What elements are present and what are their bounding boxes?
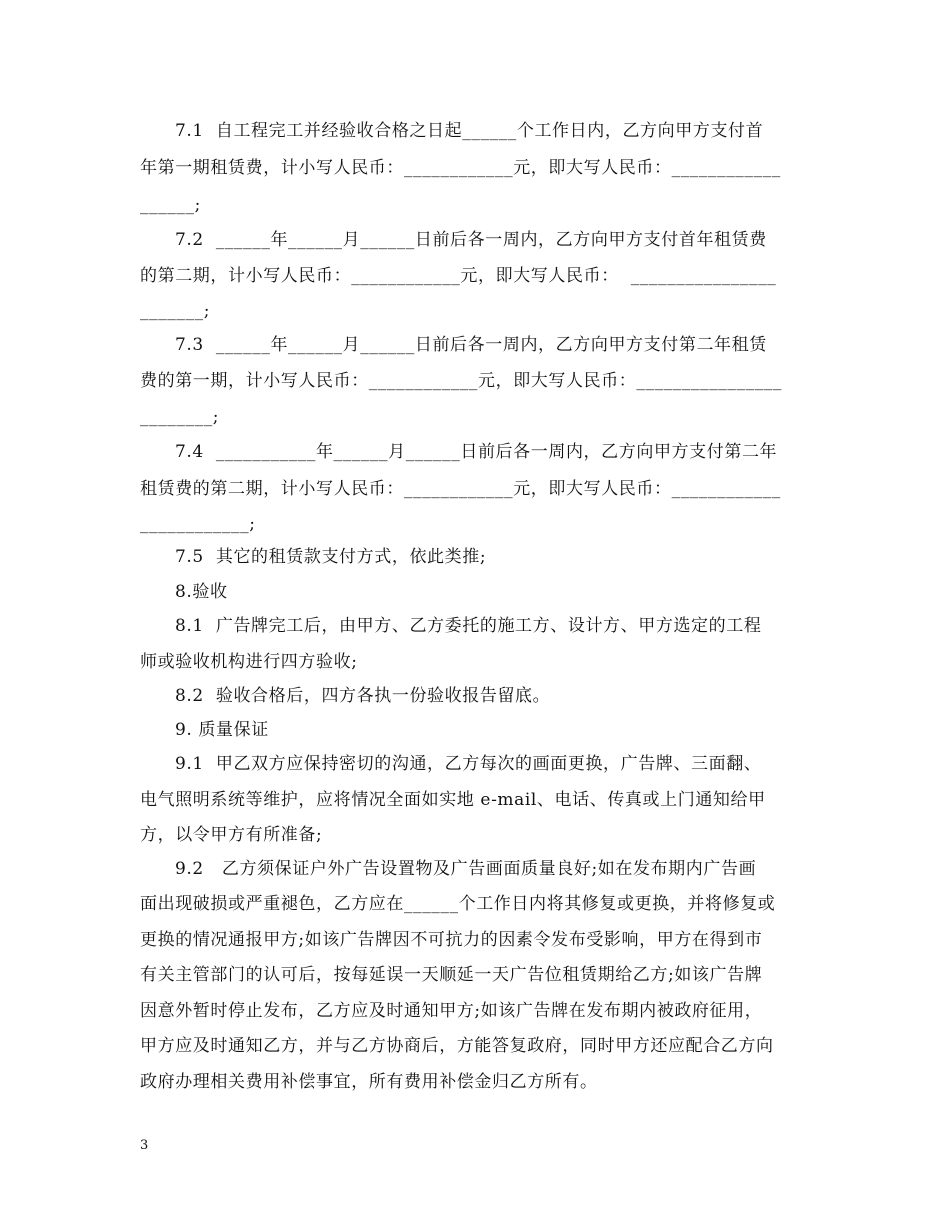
text-line: 7.2 ______年______月______日前后各一周内，乙方向甲方支付首年租赁费 — [175, 230, 767, 250]
text-line: 租赁费的第二期，计小写人民币：____________元，即大写人民币：____________ — [140, 479, 781, 499]
text-line: 方，以令甲方有所准备; — [140, 825, 323, 845]
page-number: 3 — [140, 1138, 149, 1153]
text-line: 7.4 ___________年______月______日前后各一周内，乙方向甲方支付第二年 — [175, 442, 778, 462]
text-line: 费的第一期，计小写人民币：____________元，即大写人民币：________________ — [140, 371, 782, 391]
text-line: 7.3 ______年______月______日前后各一周内，乙方向甲方支付第二年租赁 — [175, 335, 767, 355]
text-line: 7.1 自工程完工并经验收合格之日起______个工作日内，乙方向甲方支付首 — [175, 121, 764, 141]
text-line: 9.2 乙方须保证户外广告设置物及广告画面质量良好;如在发布期内广告画 — [175, 859, 757, 879]
text-line: 8.1 广告牌完工后，由甲方、乙方委托的施工方、设计方、甲方选定的工程 — [175, 616, 762, 636]
text-line: 政府办理相关费用补偿事宜，所有费用补偿金归乙方所有。 — [140, 1072, 598, 1092]
text-line: 的第二期，计小写人民币：____________元，即大写人民币： ________________ — [140, 266, 777, 286]
text-line: 8.2 验收合格后，四方各执一份验收报告留底。 — [175, 686, 551, 706]
text-line: 有关主管部门的认可后，按每延误一天顺延一天广告位租赁期给乙方;如该广告牌 — [140, 965, 763, 985]
text-line: 7.5 其它的租赁款支付方式，依此类推; — [175, 547, 487, 567]
section-heading: 9. 质量保证 — [175, 720, 269, 740]
text-line: 面出现破损或严重褪色，乙方应在______个工作日内将其修复或更换，并将修复或 — [140, 894, 776, 914]
text-line: 9.1 甲乙双方应保持密切的沟通，乙方每次的画面更换，广告牌、三面翻、 — [175, 754, 762, 774]
text-line: ____________; — [140, 514, 256, 534]
text-line: ________; — [140, 407, 220, 427]
text-line: 年第一期租赁费，计小写人民币：____________元，即大写人民币：____________ — [140, 158, 781, 178]
text-line: 师或验收机构进行四方验收; — [140, 652, 358, 672]
text-line: ______; — [140, 195, 201, 215]
text-line: _______; — [140, 301, 211, 321]
text-line: 甲方应及时通知乙方，并与乙方协商后，方能答复政府，同时甲方还应配合乙方向 — [140, 1036, 774, 1056]
text-line: 电气照明系统等维护，应将情况全面如实地 e-mail、电话、传真或上门通知给甲 — [140, 790, 766, 810]
section-heading: 8.验收 — [175, 582, 228, 602]
text-line: 更换的情况通报甲方;如该广告牌因不可抗力的因素令发布受影响，甲方在得到市 — [140, 930, 763, 950]
text-line: 因意外暂时停止发布，乙方应及时通知甲方;如该广告牌在发布期内被政府征用， — [140, 1001, 763, 1021]
